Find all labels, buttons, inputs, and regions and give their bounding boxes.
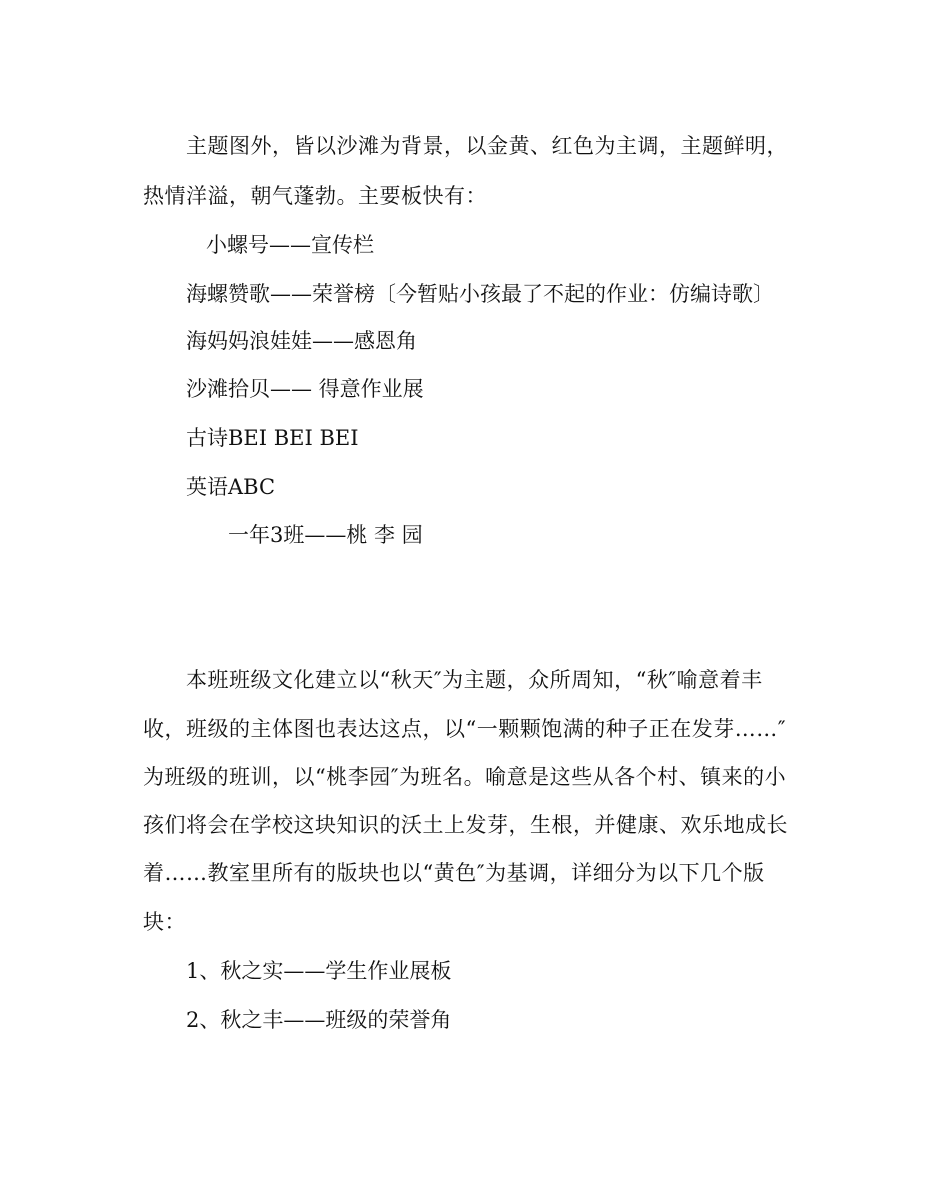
- paragraph-line: 块：: [143, 910, 186, 934]
- board-item: 沙滩拾贝—— 得意作业展: [186, 377, 424, 401]
- paragraph-line: 主题图外，皆以沙滩为背景，以金黄、红色为主调，主题鲜明，: [186, 134, 788, 158]
- paragraph-line: 热情洋溢，朝气蓬勃。主要板快有：: [143, 184, 487, 208]
- list-item: 1、秋之实——学生作业展板: [186, 959, 452, 983]
- paragraph-line: 收，班级的主体图也表达这点，以“一颗颗饱满的种子正在发芽……″: [143, 717, 787, 741]
- board-item: 海妈妈浪娃娃——感恩角: [186, 329, 417, 353]
- paragraph-line: 本班班级文化建立以“秋天″为主题，众所周知，“秋″喻意着丰: [186, 668, 763, 692]
- paragraph-line: 着……教室里所有的版块也以“黄色″为基调，详细分为以下几个版: [143, 861, 765, 885]
- paragraph-line: 为班级的班训，以“桃李园″为班名。喻意是这些从各个村、镇来的小: [143, 765, 787, 789]
- board-item: 古诗BEI BEI BEI: [186, 426, 359, 450]
- paragraph-line: 孩们将会在学校这块知识的沃土上发芽，生根，并健康、欢乐地成长: [143, 813, 788, 837]
- list-item: 2、秋之丰——班级的荣誉角: [186, 1008, 452, 1032]
- class-name-line: 一年3班——桃 李 园: [228, 523, 423, 547]
- board-item: 英语ABC: [186, 475, 276, 499]
- board-item: 海螺赞歌——荣誉榜〔今暂贴小孩最了不起的作业：仿编诗歌〕: [186, 282, 774, 306]
- board-item: 小螺号——宣传栏: [206, 233, 374, 257]
